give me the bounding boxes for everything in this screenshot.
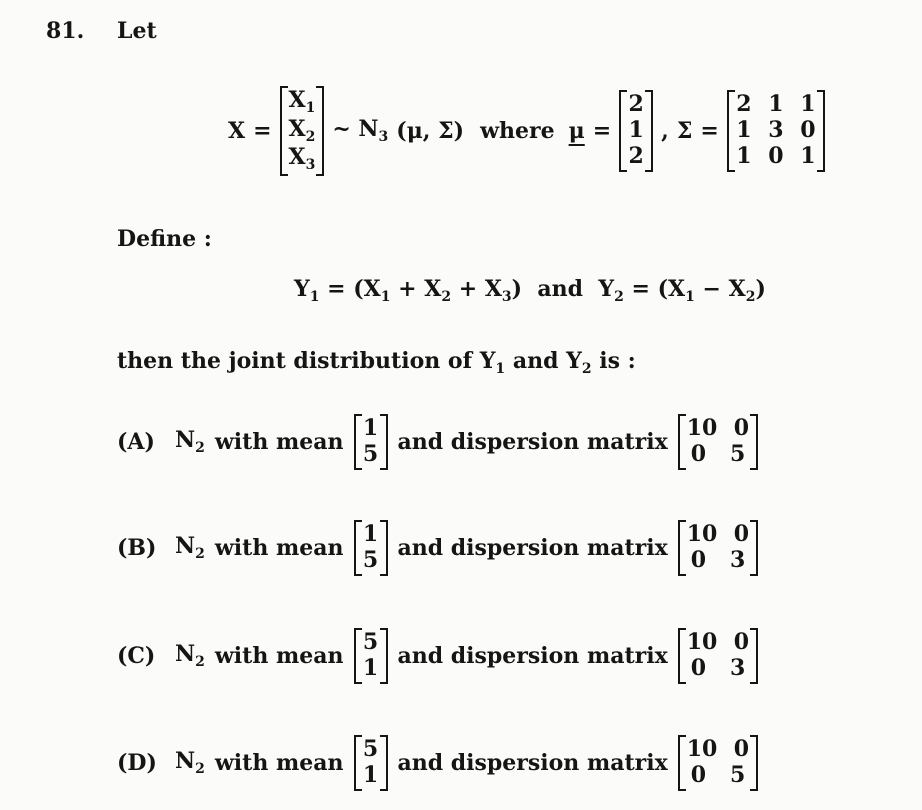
- where-text: where: [480, 117, 555, 144]
- option-a[interactable]: [117, 414, 758, 470]
- question-stem: then the joint distribution of $Y_1$ and $Y_2$ is :: [117, 348, 636, 377]
- equals-sign: =: [592, 117, 612, 144]
- option-dispersion-text: and dispersion matrix: [397, 749, 668, 776]
- x-vector: [280, 86, 325, 176]
- option-dispersion-matrix: 10 0 0 3: [678, 520, 759, 576]
- x-entry-sub: 1: [305, 100, 316, 116]
- option-with-mean: with mean: [214, 642, 344, 669]
- option-label: (C): [117, 642, 156, 669]
- x-entry: X: [288, 87, 306, 113]
- x-entry: X: [288, 115, 306, 142]
- option-label: (D): [117, 749, 157, 776]
- option-dispersion-text: and dispersion matrix: [397, 428, 668, 455]
- equals-sign: =: [253, 117, 272, 144]
- x-entry-sub: 2: [305, 128, 316, 145]
- option-c[interactable]: [117, 628, 758, 684]
- option-with-mean: with mean: [214, 534, 344, 561]
- equals-sign: =: [700, 117, 719, 144]
- option-label: (B): [117, 534, 157, 561]
- option-d[interactable]: [117, 735, 758, 791]
- option-dispersion-text: and dispersion matrix: [397, 534, 668, 561]
- option-dispersion-matrix: 10 0 0 5: [678, 414, 759, 470]
- option-with-mean: with mean: [214, 749, 344, 776]
- option-mean-vector: 1 5: [354, 520, 388, 576]
- option-with-mean: with mean: [214, 428, 344, 455]
- x-entry: X: [288, 144, 306, 171]
- option-dispersion-text: and dispersion matrix: [397, 642, 668, 669]
- distribution-label: ~ $N_3$: [332, 116, 389, 146]
- x-symbol: X: [228, 117, 246, 144]
- mu-entry: 2: [628, 90, 644, 117]
- option-distribution: $N_2$: [175, 641, 205, 671]
- sigma-matrix: 2 1 1 1 3 0 1 0 1: [727, 90, 825, 172]
- option-dispersion-matrix: 10 0 0 3: [678, 628, 759, 684]
- sigma-symbol: Σ: [676, 117, 693, 144]
- option-distribution: $N_2$: [175, 427, 205, 457]
- mu-entry: 2: [628, 142, 644, 169]
- option-mean-vector: 1 5: [354, 414, 388, 470]
- question-number: 81.: [46, 18, 85, 44]
- mu-vector: [619, 90, 653, 172]
- question-intro: Let: [117, 18, 157, 44]
- option-mean-vector: 5 1: [354, 735, 388, 791]
- option-dispersion-matrix: 10 0 0 5: [678, 735, 759, 791]
- option-label: (A): [117, 428, 155, 455]
- mu-symbol: μ: [568, 117, 585, 144]
- distribution-equation: [228, 86, 825, 176]
- comma: ,: [661, 117, 669, 144]
- option-mean-vector: 5 1: [354, 628, 388, 684]
- y-definitions: $Y_1 = (X_1 + X_2 + X_3)$ and $Y_2 = (X_1 - X_2)$: [294, 276, 766, 305]
- define-label: Define :: [117, 226, 212, 252]
- option-b[interactable]: [117, 520, 758, 576]
- x-entry-sub: 3: [305, 157, 316, 174]
- distribution-params: (μ, Σ): [396, 117, 465, 144]
- option-distribution: $N_2$: [175, 533, 205, 563]
- mu-entry: 1: [628, 116, 644, 143]
- option-distribution: $N_2$: [175, 748, 205, 778]
